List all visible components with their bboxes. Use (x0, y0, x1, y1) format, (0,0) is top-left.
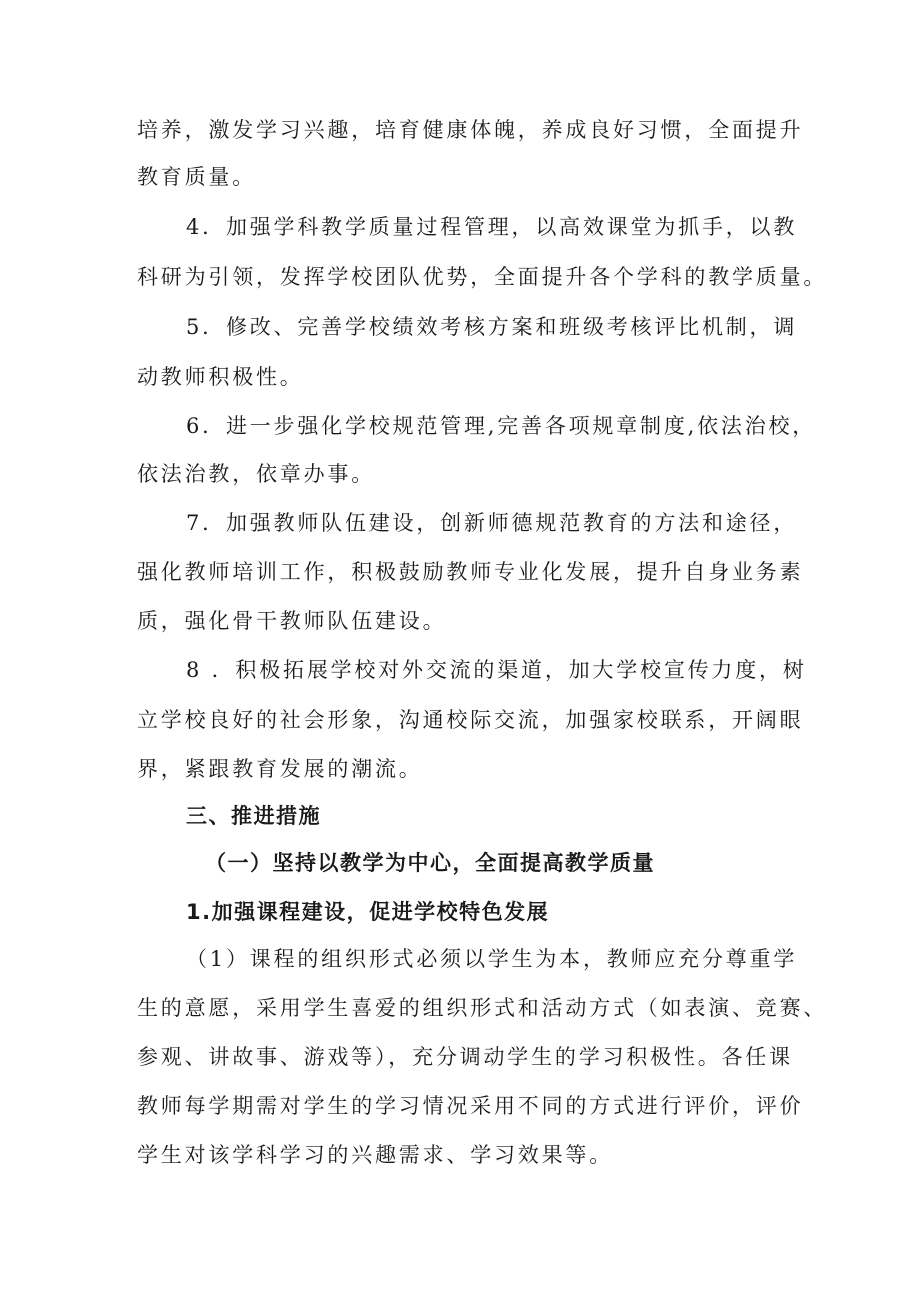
paragraph-line: 教师每学期需对学生的学习情况采用不同的方式进行评价，评价 (137, 1094, 804, 1118)
paragraph-line: 4．加强学科教学质量过程管理，以高效课堂为抓手，以教 (186, 215, 798, 239)
paragraph-line: 学生对该学科学习的兴趣需求、学习效果等。 (137, 1143, 613, 1167)
subsection-heading: （一）坚持以教学为中心，全面提高教学质量 (205, 851, 655, 875)
paragraph-line: （1）课程的组织形式必须以学生为本，教师应充分尊重学 (186, 947, 798, 971)
paragraph-line: 教育质量。 (137, 165, 256, 189)
paragraph-line: 5．修改、完善学校绩效考核方案和班级考核评比机制，调 (186, 315, 798, 339)
paragraph-line: 质，强化骨干教师队伍建设。 (137, 609, 447, 633)
paragraph-line: 动教师积极性。 (137, 365, 304, 389)
section-heading: 三、推进措施 (186, 804, 321, 828)
paragraph-line: 培养，激发学习兴趣，培育健康体魄，养成良好习惯，全面提升 (137, 118, 804, 142)
paragraph-line: 生的意愿，采用学生喜爱的组织形式和活动方式（如表演、竞赛、 (137, 996, 828, 1020)
paragraph-line: 界，紧跟教育发展的潮流。 (137, 757, 423, 781)
paragraph-line: 8 ．积极拓展学校对外交流的渠道，加大学校宣传力度，树 (186, 658, 807, 682)
paragraph-line: 科研为引领，发挥学校团队优势，全面提升各个学科的教学质量。 (137, 265, 828, 289)
paragraph-line: 立学校良好的社会形象，沟通校际交流，加强家校联系，开阔眼 (137, 708, 804, 732)
item-heading: 1.加强课程建设，促进学校特色发展 (186, 900, 550, 924)
paragraph-line: 强化教师培训工作，积极鼓励教师专业化发展，提升自身业务素 (137, 560, 804, 584)
paragraph-line: 6．进一步强化学校规范管理,完善各项规章制度,依法治校， (186, 414, 817, 438)
paragraph-line: 依法治教，依章办事。 (137, 462, 375, 486)
paragraph-line: 7．加强教师队伍建设，创新师德规范教育的方法和途径， (186, 511, 798, 535)
paragraph-line: 参观、讲故事、游戏等），充分调动学生的学习积极性。各任课 (137, 1045, 793, 1069)
